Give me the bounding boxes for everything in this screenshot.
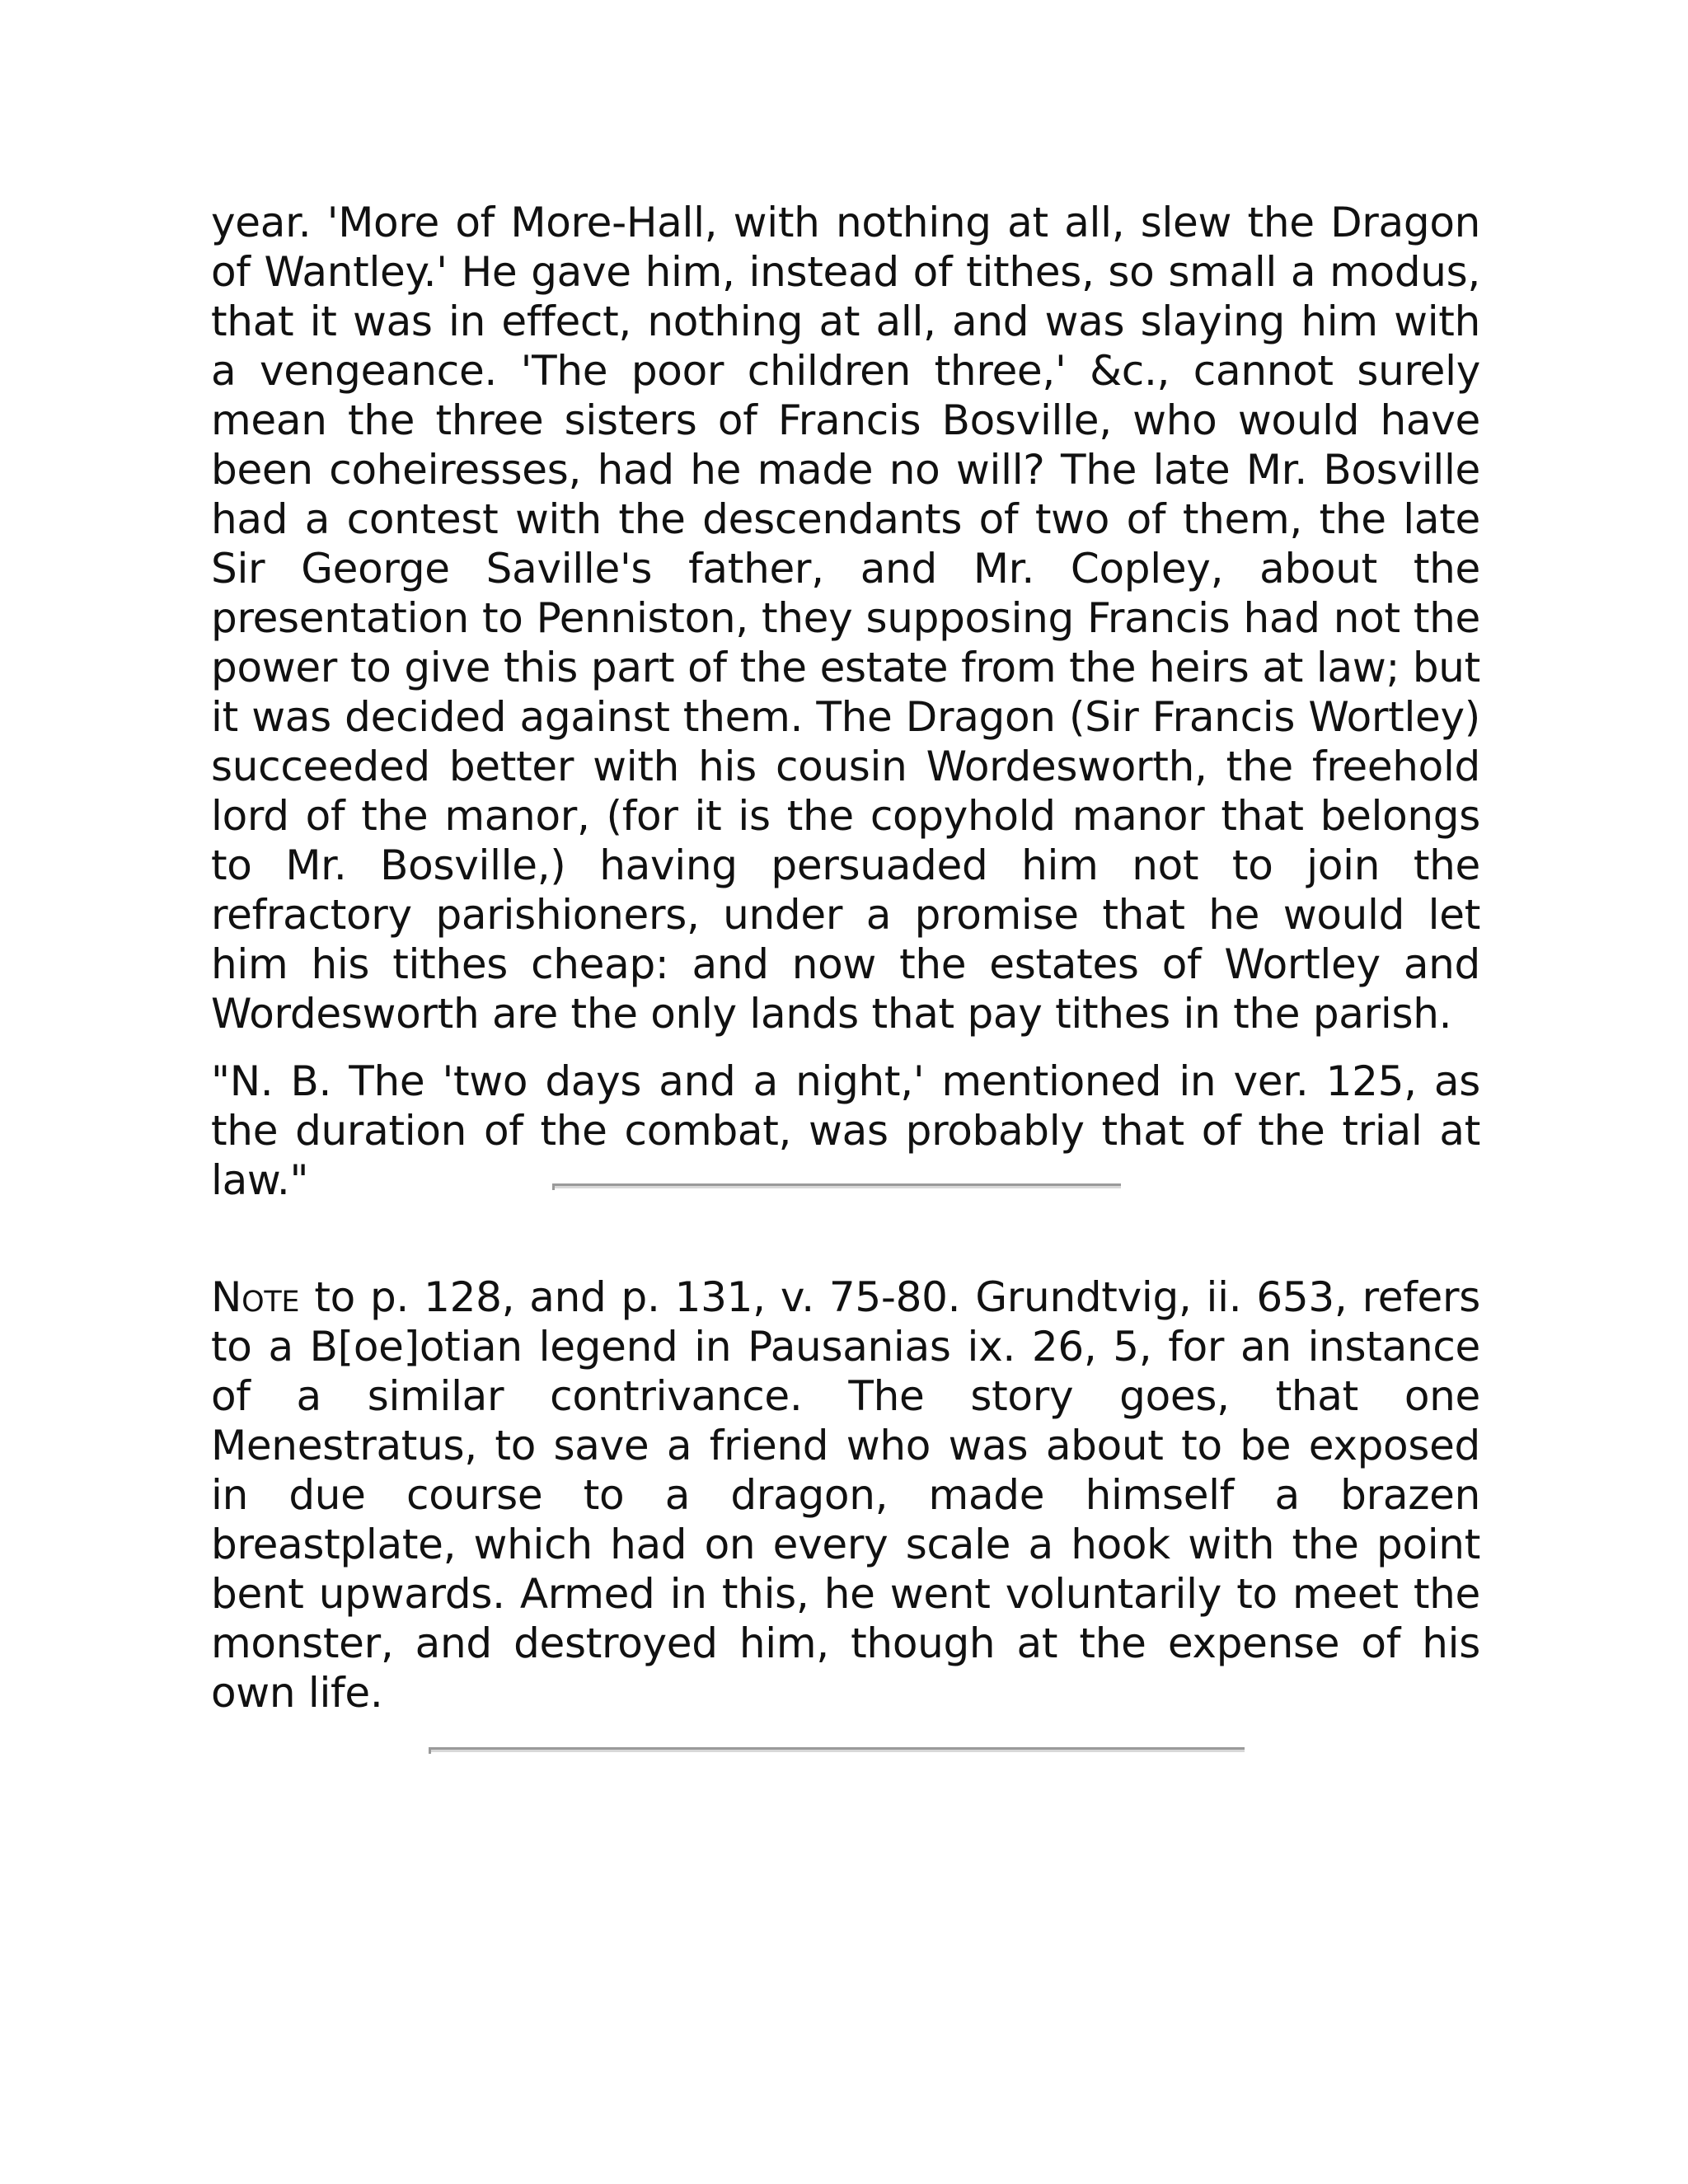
note-section: [211, 1272, 1480, 1718]
paragraph-dragon-of-wantley: year. 'More of More-Hall, with nothing at all, slew the Dragon of Wantley.' He gave him, instead of tithes, so small a modus, that it was in effect, nothing at all, and was slaying him with a vengeance. 'The poor children three,' &c., cannot surely mean the three sisters of Francis Bosville, who would have been coheiresses, had he made no will? The late Mr. Bosville had a contest with the descendants of two of them, the late Sir George Saville's father, and Mr. Copley, about the presentation to Penniston, they supposing Francis had not the power to give this part of the estate from the heirs at law; but it was decided against them. The Dragon (Sir Francis Wortley) succeeded better with his cousin Wordesworth, the freehold lord of the manor, (for it is the copyhold manor that belongs to Mr. Bosville,) having persuaded him not to join the refractory parishioners, under a promise that he would let him his tithes cheap: and now the estates of Wortley and Wordesworth are the only lands that pay tithes in the parish.: [211, 199, 1480, 1038]
paragraph-nb-two-days: "N. B. The 'two days and a night,' mentioned in ver. 125, as the duration of the combat, was probably that of the trial at law.": [211, 1057, 1480, 1204]
note-label: Note: [211, 1273, 300, 1321]
note-text: to p. 128, and p. 131, v. 75-80. Grundtvig, ii. 653, refers to a B[oe]otian legend in Pausanias ix. 26, 5, for an instance of a similar contrivance. The story goes, that one Menestratus, to save a friend who was about to be exposed in due course to a dragon, made himself a brazen breastplate, which had on every scale a hook with the point bent upwards. Armed in this, he went voluntarily to meet the monster, and destroyed him, though at the expense of his own life.: [211, 1273, 1480, 1717]
note-paragraph: [211, 1272, 1480, 1718]
body-text: [211, 198, 1480, 1205]
section-divider: [552, 1183, 1121, 1188]
section-divider-end: [429, 1747, 1245, 1752]
